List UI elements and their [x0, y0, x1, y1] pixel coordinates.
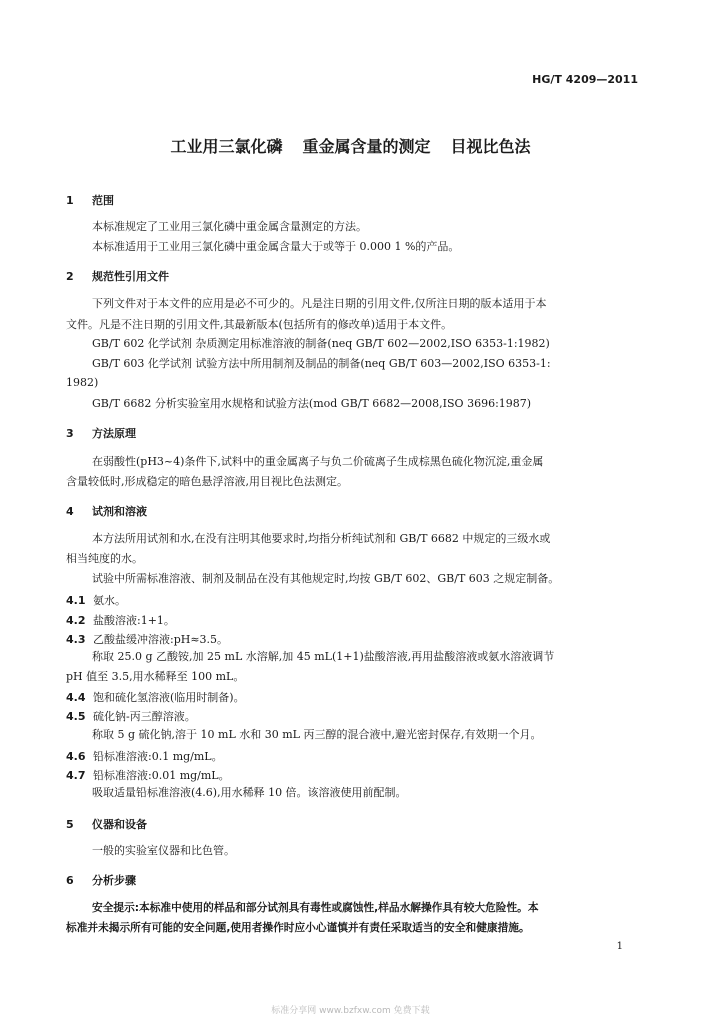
safety-notice-line-1: 安全提示:本标准中使用的样品和部分试剂具有毒性或腐蚀性,样品水解操作具有较大危险性。本 — [92, 901, 539, 914]
section-3-para-line-1: 在弱酸性(pH3~4)条件下,试料中的重金属离子与负二价硫离子生成棕黑色硫化物沉淀,重金属 — [92, 455, 544, 468]
item-4-3 — [66, 631, 228, 647]
item-text: 乙酸盐缓冲溶液:pH≈3.5。 — [93, 633, 229, 646]
section-2-para-line-1: 下列文件对于本文件的应用是必不可少的。凡是注日期的引用文件,仅所注日期的版本适用于本 — [92, 297, 547, 310]
item-number: 4.2 — [66, 614, 86, 627]
item-number: 4.1 — [66, 594, 86, 607]
section-4-para-2: 试验中所需标准溶液、制剂及制品在没有其他规定时,均按 GB/T 602、GB/T 603 之规定制备。 — [92, 572, 560, 585]
reference-gbt-603-line-2: 1982) — [66, 376, 99, 389]
reference-gbt-602: GB/T 602 化学试剂 杂质测定用标准溶液的制备(neq GB/T 602—2002,ISO 6353-1:1982) — [92, 337, 550, 350]
section-1-para-1: 本标准规定了工业用三氯化磷中重金属含量测定的方法。 — [92, 220, 367, 233]
item-4-3-para-line-2: pH 值至 3.5,用水稀释至 100 mL。 — [66, 670, 245, 683]
reference-gbt-603-line-1: GB/T 603 化学试剂 试验方法中所用制剂及制品的制备(neq GB/T 603—2002,ISO 6353-1: — [92, 357, 551, 370]
section-number: 3 — [66, 427, 74, 440]
item-number: 4.4 — [66, 691, 86, 704]
title-part-1: 工业用三氯化磷 — [170, 137, 283, 156]
item-4-3-para-line-1: 称取 25.0 g 乙酸铵,加 25 mL 水溶解,加 45 mL(1+1)盐酸溶液,再用盐酸溶液或氨水溶液调节 — [92, 650, 555, 663]
item-number: 4.7 — [66, 769, 86, 782]
section-2-para-line-2: 文件。凡是不注日期的引用文件,其最新版本(包括所有的修改单)适用于本文件。 — [66, 318, 453, 331]
page-number: 1 — [616, 941, 623, 952]
section-5-para: 一般的实验室仪器和比色管。 — [92, 844, 235, 857]
watermark: 标准分享网 www.bzfxw.com 免费下载 — [271, 1006, 430, 1016]
section-1-heading — [66, 192, 114, 208]
section-3-para-line-2: 含量较低时,形成稳定的暗色悬浮溶液,用目视比色法测定。 — [66, 475, 348, 488]
section-3-heading — [66, 425, 136, 441]
standard-number: HG/T 4209—2011 — [532, 73, 638, 86]
title-part-3: 目视比色法 — [450, 137, 531, 156]
item-4-1 — [66, 592, 126, 608]
item-text: 硫化钠-丙三醇溶液。 — [93, 710, 196, 723]
section-title: 范围 — [92, 194, 114, 207]
section-title: 试剂和溶液 — [92, 505, 147, 518]
section-number: 1 — [66, 194, 74, 207]
section-number: 5 — [66, 818, 74, 831]
item-4-7-para: 吸取适量铅标准溶液(4.6),用水稀释 10 倍。该溶液使用前配制。 — [92, 786, 407, 799]
item-4-2 — [66, 612, 175, 628]
section-4-heading — [66, 503, 147, 519]
safety-notice-line-2: 标准并未揭示所有可能的安全问题,使用者操作时应小心谨慎并有责任采取适当的安全和健康措施。 — [66, 921, 530, 934]
item-text: 氨水。 — [93, 594, 126, 607]
title-part-2: 重金属含量的测定 — [302, 137, 431, 156]
item-text: 铅标准溶液:0.1 mg/mL。 — [93, 750, 223, 763]
section-2-heading — [66, 268, 169, 284]
item-number: 4.3 — [66, 633, 86, 646]
section-4-para-line-1: 本方法所用试剂和水,在没有注明其他要求时,均指分析纯试剂和 GB/T 6682 中规定的三级水或 — [92, 532, 551, 545]
section-5-heading — [66, 816, 147, 832]
page-title — [0, 134, 701, 157]
item-4-5-para: 称取 5 g 硫化钠,溶于 10 mL 水和 30 mL 丙三醇的混合液中,避光密封保存,有效期一个月。 — [92, 728, 542, 741]
item-4-4 — [66, 689, 245, 705]
item-number: 4.5 — [66, 710, 86, 723]
reference-gbt-6682: GB/T 6682 分析实验室用水规格和试验方法(mod GB/T 6682—2008,ISO 3696:1987) — [92, 397, 532, 410]
section-4-para-line-2: 相当纯度的水。 — [66, 552, 143, 565]
item-4-5 — [66, 708, 196, 724]
section-number: 2 — [66, 270, 74, 283]
section-number: 4 — [66, 505, 74, 518]
item-text: 盐酸溶液:1+1。 — [93, 614, 175, 627]
section-1-para-2: 本标准适用于工业用三氯化磷中重金属含量大于或等于 0.000 1 %的产品。 — [92, 240, 460, 253]
item-text: 铅标准溶液:0.01 mg/mL。 — [93, 769, 230, 782]
section-title: 仪器和设备 — [92, 818, 147, 831]
section-title: 规范性引用文件 — [92, 270, 169, 283]
item-number: 4.6 — [66, 750, 86, 763]
item-4-6 — [66, 748, 223, 764]
section-title: 方法原理 — [92, 427, 136, 440]
item-4-7 — [66, 767, 230, 783]
section-6-heading — [66, 872, 136, 888]
item-text: 饱和硫化氢溶液(临用时制备)。 — [93, 691, 245, 704]
section-number: 6 — [66, 874, 74, 887]
section-title: 分析步骤 — [92, 874, 136, 887]
